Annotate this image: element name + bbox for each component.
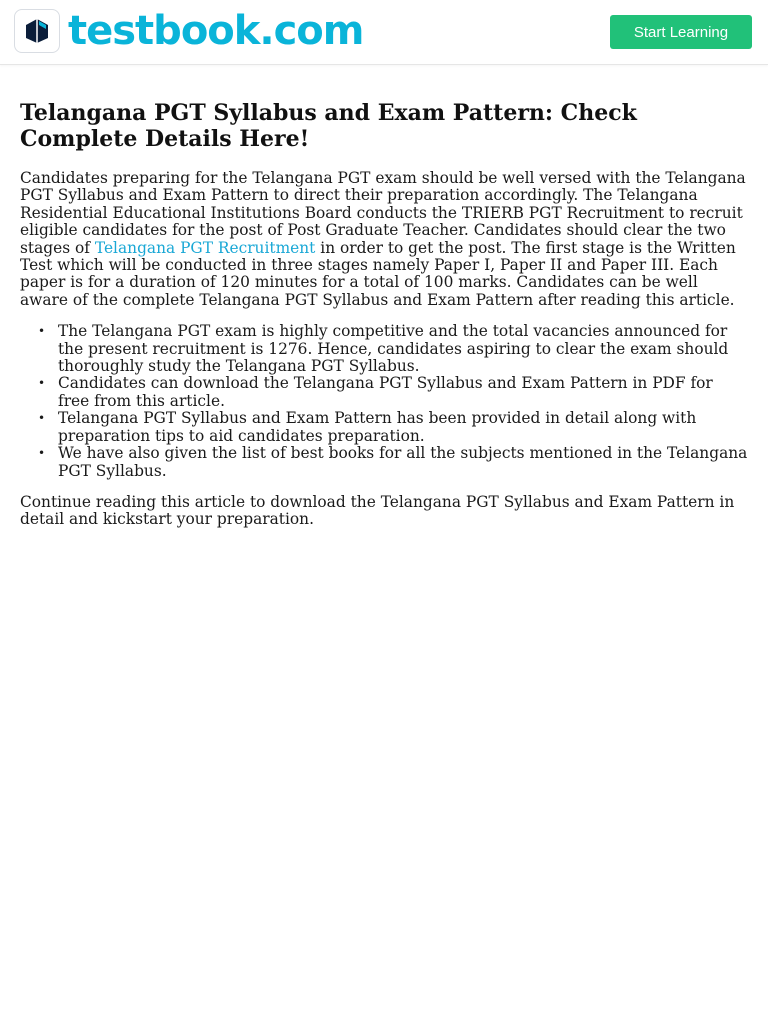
list-item: • The Telangana PGT exam is highly competitive and the total vacancies announced for the present recruitment is 1276. Hence, candidates aspiring to clear the exam should thoroughly study the Telangana PGT Syllabus. — [38, 322, 729, 376]
list-item: • We have also given the list of best books for all the subjects mentioned in the Telangana PGT Syllabus. — [38, 444, 748, 480]
closing-paragraph: Continue reading this article to download the Telangana PGT Syllabus and Exam Pattern in detail and kickstart your preparation. — [20, 492, 735, 529]
bullet-icon: • — [38, 376, 46, 391]
bullet-icon: • — [38, 324, 46, 339]
intro-text-2: in order to get the post. The first stage is the Written Test which will be conducted in three stages namely Paper I, Paper II and Paper III. Each paper is for a duration of 120 minutes for a total of 100 marks. Candidates can be well aware of the complete Telangana PGT Syllabus and Exam Pattern after reading this article. — [20, 238, 736, 309]
start-learning-button[interactable]: Start Learning — [610, 15, 752, 49]
bullet-icon: • — [38, 446, 46, 461]
telangana-pgt-recruitment-link[interactable]: Telangana PGT Recruitment — [94, 238, 316, 257]
top-navbar — [0, 0, 768, 65]
article-body — [20, 100, 748, 529]
intro-paragraph — [20, 170, 748, 309]
testbook-logo[interactable] — [14, 9, 363, 53]
article-title: Telangana PGT Syllabus and Exam Pattern: Check Complete Details Here! — [20, 100, 637, 152]
bullet-icon: • — [38, 411, 46, 426]
intro-text-1: Candidates preparing for the Telangana PGT exam should be well versed with the Telangana PGT Syllabus and Exam Pattern to direct their preparation accordingly. The Telangana Residential Educational Institutions Board conducts the TRIERB PGT Recruitment to recruit eligible candidates for the post of Post Graduate Teacher. Candidates should clear the two stages of — [20, 169, 746, 257]
key-points-list — [20, 323, 748, 480]
testbook-logo-icon — [14, 9, 60, 53]
logo-wordmark: testbook.com — [68, 8, 364, 54]
list-item: • Candidates can download the Telangana PGT Syllabus and Exam Pattern in PDF for free from this article. — [38, 374, 713, 410]
list-item: • Telangana PGT Syllabus and Exam Pattern has been provided in detail along with preparation tips to aid candidates preparation. — [38, 409, 697, 445]
